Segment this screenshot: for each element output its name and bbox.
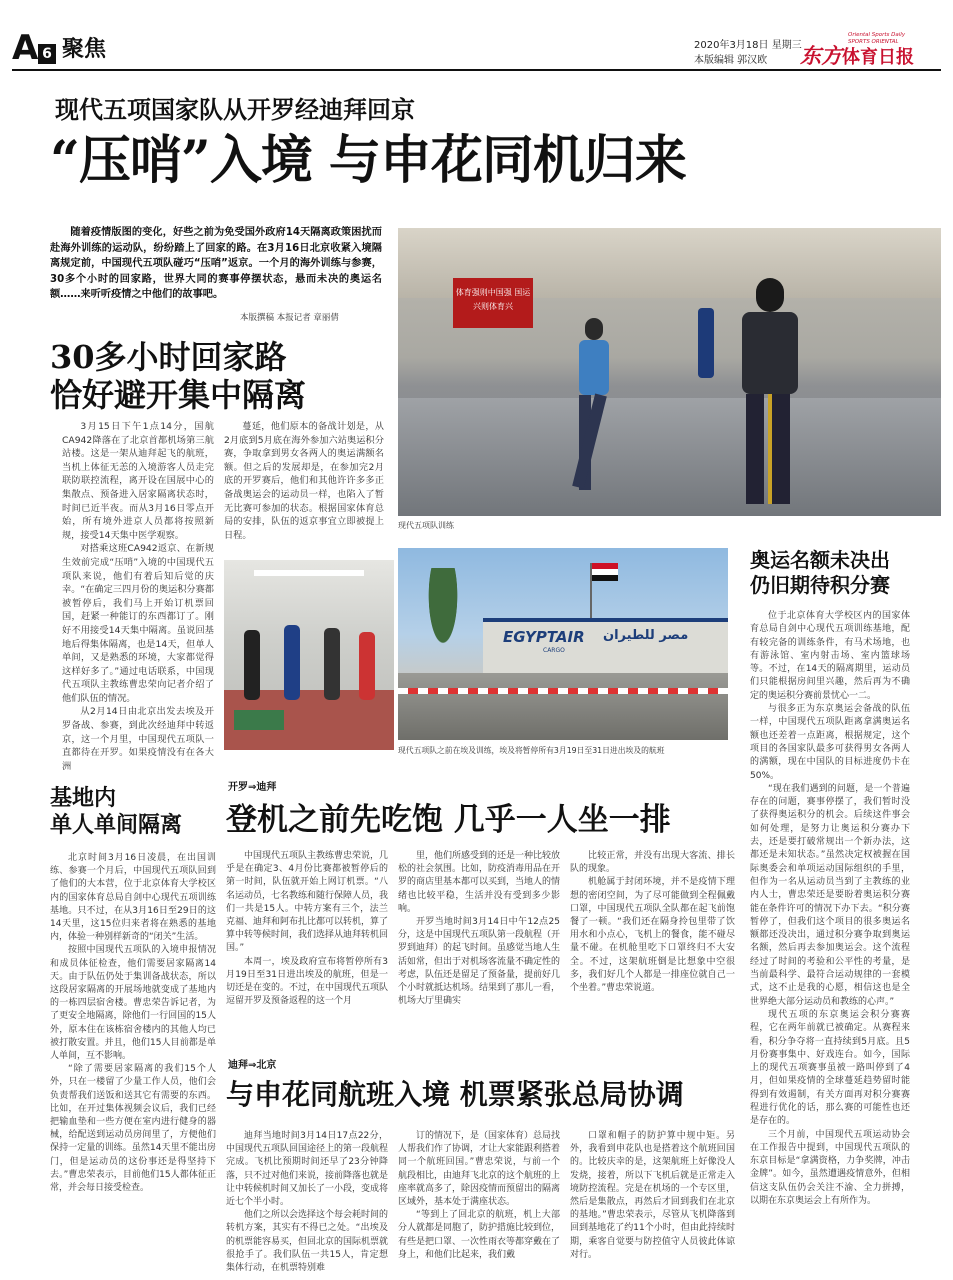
photo-wall-banner [453,278,533,328]
sec4-column-a [226,1130,388,1275]
sec3-para-5: 比较正常，并没有出现大客流、排长队的现象。 [570,851,735,875]
photo-airport-sign-ar: مصر للطيران [603,628,689,643]
sec1-column-b [224,420,384,544]
issue-date: 2020年3月18日 星期三 [694,40,802,51]
photo-team-indoor [224,560,394,750]
brand-en-line1: Oriental Sports Daily [848,32,906,38]
sec5-para-5: 三个月前，中国现代五项运动协会在工作报告中提到，中国现代五项队的东京目标是“拿满资格，力争奖牌，冲击金牌”。如今，虽然遭遇疫情意外，但相信这支队伍仍会关注不渝、全力拼搏，以期在东京奥运会上有所作为。 [750,1129,910,1207]
photo-fencer-right [728,278,818,508]
sec5-para-1: 位于北京体育大学校区内的国家体育总局自剑中心现代五项训练基地，配有较完备的训练条件，有马术场地，也有游泳馆、室内射击场、室内篮球场等。不过，在14天的隔离期里，运动员们只能根据房间里兴趣，然后再为不确定的奥运积分赛前景忧心一二。 [750,611,910,701]
sec2-title-line2: 单人单间隔离 [50,812,183,838]
sec1-title-line2: 恰好避开集中隔离 [50,376,307,414]
sec3-title: 登机之前先吃饱 几乎一人坐一排 [226,802,671,838]
lead-headline: “压哨”入境 与申花同机归来 [50,130,686,191]
lead-overline: 现代五项国家队从开罗经迪拜回京 [55,96,415,124]
sec4-kicker-arrow: ⇒ [248,1060,257,1071]
sec1-para-2: 对搭乘这班CA942返京、在新规生效前完成“压哨”入境的中国现代五项队来说，他们有着后知后觉的庆幸。“在确定三四月份的奥运积分赛都被暂停后，我们马上开始订机票回国，赶紧一种能订的东西都订了。刚好不用接受14天集中隔离。虽说回基地后得集体隔离，也是14天，但单人单间，又是熟悉的环境，大家都觉得这样好多了。”通过电话联系，中国现代五项队主教练曹忠荣向记者介绍了他们队伍的情况。 [62,543,214,704]
sec4-para-4: “等到上了回北京的航班，机上大部分人就都是同胞了，防护措施比较到位，有些是把口罩、一次性雨衣等都穿戴在了身上，和他们比起来，我们戴 [398,1210,561,1260]
sec4-kicker-from: 迪拜 [228,1060,248,1071]
photo-airport-sign-text: EGYPTAIR [503,628,585,646]
sec4-column-c [570,1130,735,1275]
caption-fencing-training: 现代五项队训练 [398,521,454,530]
page-letter: A [12,28,39,68]
sec4-para-3: 订的情况下，是（国家体育）总局找人帮我们作了协调，才让大家能跟利搭着同一个航班回国。”曹忠荣说，与前一个航段相比，由迪拜飞北京的这个航班的上座率就高多了，除因疫情而预留出的隔离区域外，基本处于满座状态。 [398,1131,561,1208]
photo-barrier [398,688,728,694]
sec5-para-2: 与很多正为东京奥运会备战的队伍一样，中国现代五项队距离拿满奥运名额也还差着一点距离，根据规定，这个项目的各国家队最多可获得男女各两人的满额，现在中国队的目标进度仍卡在50%。 [750,704,910,781]
photo-bg-fencer [698,308,714,378]
sec4-para-5: 口罩和帽子的防护算中规中矩。另外，我看到申花队也是搭着这个航班回国的。比较庆幸的是，这架航班上好像没人发烧，接着，所以下飞机后就是正常走入境防控流程。完是在机场的一个专区里，然后是集散点，再然后才回到我们在北京的基地。”曹忠荣表示，尽管从飞机降落到回到基地花了约11个小时，但由此持续时期，乘客自觉要与防控值守人员彼此体谅对行。 [570,1131,735,1260]
sec1-para-3: 从2月14日由北京出发去埃及开罗备战、参赛，到此次经迪拜中转返京，这一个月里，中国现代五项队一直都待在开罗。如果疫情没有在各大洲 [62,706,214,772]
sec5-title-line2: 仍旧期待积分赛 [750,573,890,597]
photo-indoor-mat-green [234,710,284,730]
photo-airport-sign-sub: CARGO [543,647,565,654]
photo-indoor-person-4 [359,632,375,700]
photo-fencer-left [573,318,613,498]
sec4-column-b [398,1130,560,1275]
sec3-para-1: 中国现代五项队主教练曹忠荣说，几乎是在确定3、4月份比赛都被暂停后的第一时间，队伍就开始上网订机票。“八名运动员，七名教练和随行保障人员，我们一共是15人。中转方案有三个，法兰克福、迪拜和阿布扎比都可以转机，算了算中转等候时间，我们选择从迪拜转机回国。” [226,851,389,954]
header-rule [12,69,941,71]
sec4-para-1: 迪拜当地时间3月14日17点22分，中国现代五项队回国途径上的第一段航程完成。飞机比预期时间还早了23分钟降落，只不过对他们来说，接前降落也就是让中转候机时间又加长了一小段，变成将近七个半小时。 [226,1131,389,1208]
sec1-title-line1: 30多小时回家路 [50,338,287,376]
page-number-badge [38,44,56,64]
sec2-para-3: “除了需要居家隔离的我们15个人外，只在一楼留了少量工作人员，他们会负责帮我们送饭和送其它有需要的东西。比如，在开过集体视频会议后，我们已经把输血垫和一些方便在室内进行健身的器械，给配送到运动员房间里了，方便他们保持一定量的训练。虽然14天里不能出房门，但是运动员的这份事还是得坚持下去。”曹忠荣表示，目前他们15人都体征正常，并会每日接受检查。 [50,1064,216,1194]
sec3-column-b [398,850,560,1050]
sec3-column-a [226,850,388,1050]
lead-byline: 本版撰稿 本报记者 章丽倩 [240,313,339,323]
photo-airport-road [398,673,728,740]
sec5-para-4: 现代五项的东京奥运会积分赛赛程，它在两年前就已被确定。从赛程来看，积分争夺将一直持续到5月底。且5月份赛事集中、好戏连台。如今，国际上的现代五项赛事虽被一路叫停到了4月，但如果疫情的全球蔓延趋势留时能得到有效遏制，有关方面再对积分赛赛程进行优化的话，那么赛的可能性也还是存在的。 [750,1009,910,1127]
photo-indoor-ceiling-light [254,570,364,576]
photo-fencing-piste [398,398,941,516]
sec3-kicker-arrow: ⇒ [248,782,257,793]
sec4-kicker-to: 北京 [256,1060,277,1071]
sec2-title-line1: 基地内 [50,785,117,811]
sec5-para-3: “现在我们遇到的问题，是一个普遍存在的问题，赛事停摆了，我们暂时没了获得奥运积分的机会。后续这件事会如何处理，是努力让奥运积分赛办下去，还是要打破常规出一个新办法，这都还是未知状态。”虽然决定权被握在国际奥委会和单项运动国际组织的手里，但作为一名从运动员当到了主教练的业内人士，曹忠荣还是要盼着奥运积分赛能在条件许可的情况下办下去。“积分赛暂停了，但我们这个项目的很多奥运名额都还没决出，通过积分赛争取到奥运名额，然后再去参加奥运会。这个流程经过了时间的考验和公平性的考量，是当前最科学、最符合运动规律的一套模式，这不止是我的心愿，相信这也是全世界绝大部分运动员和教练的心声。” [750,783,910,1007]
sec2-column [50,852,216,1274]
sec4-kicker [228,1056,276,1071]
sec3-column-c [570,850,735,1050]
page-editor: 本版编辑 郭汉欧 [694,55,768,66]
photo-cairo-airport [398,548,728,740]
sec3-kicker [228,778,276,793]
photo-egypt-flag [592,563,618,581]
brand-logo [800,40,914,70]
sec1-para-1: 3月15日下午1点14分，国航CA942降落在了北京首都机场第三航站楼。这是一架从迪拜起飞的航班，当机上体征无恙的入境游客人员走完联防联控流程，离开设在国展中心的集散点、预备进入居家隔离状态时，时间已近半夜。而从3月16日零点开始，所有境外进京人员都将按照新规，接受14天集中医学观察。 [62,421,214,541]
sec1-para-4: 蔓延，他们原本的备战计划是，从2月底到5月底在海外参加六站奥运积分赛，争取拿到男女各两人的奥运满额名额。但之后的发展却是，在参加完2月底的开罗赛后，他们和其他许许多多正备战奥运会的运动员一样，也陷入了暂无比赛可参加的状态。根据国家体育总局的安排，队伍的返京事宜立即被提上日程。 [224,421,384,541]
brand-logo-b: 体育日报 [842,47,914,68]
photo-indoor-person-1 [244,630,260,700]
photo-fencing-training [398,228,941,516]
sec3-kicker-to: 迪拜 [256,782,277,793]
photo-banner-text: 体育强则中国强 国运兴则体育兴 [455,288,531,311]
lead-intro-text: 随着疫情版图的变化，好些之前为免受国外政府14天隔离政策困扰而赴海外训练的运动队，纷纷踏上了回家的路。在3月16日北京收紧入境隔离规定前，中国现代五项队碰巧“压哨”返京。一个月的海外训练与参赛，30多个小时的回家路，世界大同的赛事停摆状态，悬而未决的奥运名额……来听听疫情之中他们的故事吧。 [50,227,382,301]
photo-palm-tree [418,568,468,678]
sec2-para-1: 北京时间3月16日凌晨，在出国训练、参赛一个月后，中国现代五项队回到了他们的大本营，位于北京体育大学校区内的国家体育总局自剑中心现代五项训练基地。只不过，在从3月16日至29日的这14天里，这15位归来者将在熟悉的基地内，体验一种别样新奇的“闭关”生活。 [50,853,216,943]
brand-logo-a: 东方 [800,43,842,68]
brand-en-line2: SPORTS ORIENTAL [848,39,899,45]
sec5-title-line1: 奥运名额未决出 [750,548,890,572]
caption-cairo-airport: 现代五项队之前在埃及训练，埃及将暂停所有3月19日至31日进出埃及的航班 [398,746,665,755]
sec3-para-2: 本周一，埃及政府宣布将暂停所有3月19日至31日进出埃及的航班，但是一切还是在变的。不过，在中国现代五项队逗留开罗及预备返程的这一个月 [226,956,389,1007]
section-name: 聚焦 [62,37,107,62]
sec5-column [750,610,910,1275]
page-number: 6 [42,46,52,62]
sec3-para-6: 机舱属于封闭环境，并不是疫情下理想的密闭空间，为了尽可能做到全程佩戴口罩，中国现代五项队全队都在起飞前饱餐了一顿。“我们还在隔身拎包里带了饮用水和小点心，飞机上的餐食，能不碰尽量不碰。在机舱里吃下口罩终归不大安全。不过，这架航班倒是比想象中空很多，我们好几个人都是一排座位就自己一个坐着。”曹忠荣说道。 [570,877,735,994]
page-header [0,0,953,78]
sec1-column-a [62,420,214,772]
sec3-para-3: 里，他们所感受到的还是一种比较放松的社会氛围。比如，防疫消毒用品在开罗的商店里基本都可以买到，当地人的情绪也比较平稳，生活并没有受到多少影响。 [398,851,561,914]
photo-indoor-person-3 [324,628,340,700]
photo-airport-sign [503,626,689,660]
sec3-kicker-from: 开罗 [228,782,248,793]
photo-indoor-person-2 [284,625,300,700]
sec2-para-2: 按照中国现代五项队的入境申报情况和成员体征检查，他们需要居家隔离14天。由于队伍仍处于集训备战状态，所以这段居家隔离的开展场地就变成了基地内的一栋四层宿舍楼。曹忠荣告诉记者，为了更安全地隔离，除他们一行回国的15人外，原本住在该栋宿舍楼内的其他人均已被打散安置。并且，他们15人目前都是单人单间，互不影响。 [50,945,216,1062]
sec4-title: 与申花同航班入境 机票紧张总局协调 [226,1078,684,1111]
sec3-para-4: 开罗当地时间3月14日中午12点25分，这是中国现代五项队第一段航程（开罗到迪拜）的起飞时间。虽感觉当地人生活如常，但出于对机场客流量不确定性的考虑，队伍还是留足了预备量，提前好几个小时就抵达机场。结果到了那儿一看，机场大厅里确实 [398,917,561,1007]
sec4-para-2: 他们之所以会选择这个每会耗时间的转机方案，其实有不得已之处。“出埃及的机票能容易买，但回北京的国际机票就很抢手了。我们队伍一共15人，肯定想集体行动，在机票特别难 [226,1210,389,1274]
